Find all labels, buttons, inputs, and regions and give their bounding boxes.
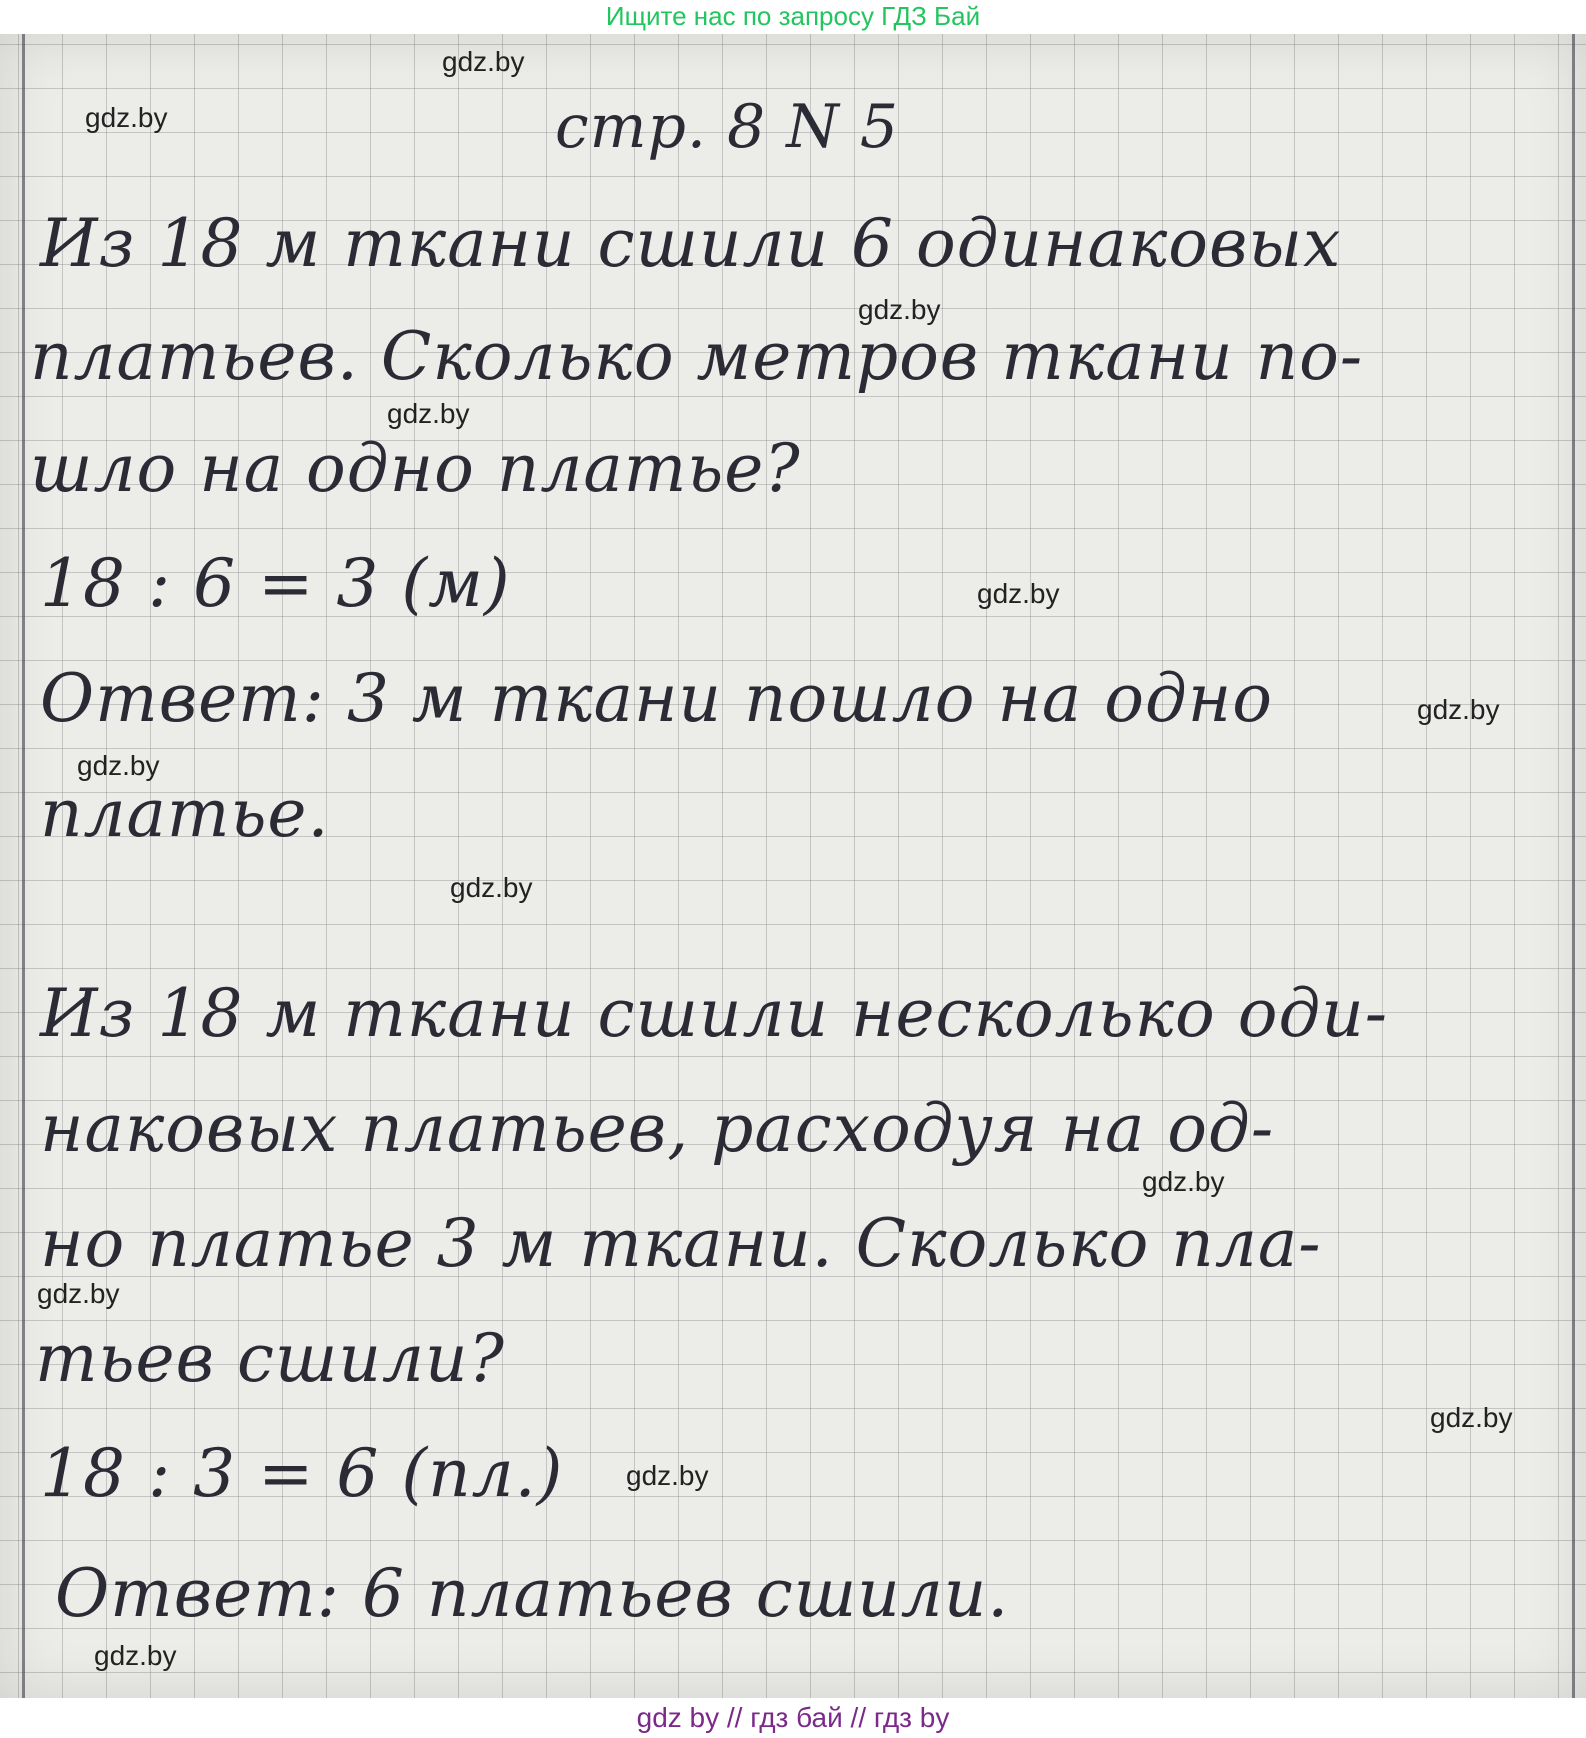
task1-answer-line-2: платье.	[40, 775, 330, 852]
task2-solution: 18 : 3 = 6 (пл.)	[40, 1435, 564, 1512]
page-heading: стр. 8 N 5	[555, 92, 900, 162]
task1-solution: 18 : 6 = 3 (м)	[40, 545, 511, 622]
watermark: gdz.by	[626, 1460, 709, 1491]
task1-line-3: шло на одно платье?	[30, 430, 801, 507]
watermark: gdz.by	[1417, 694, 1500, 725]
bottom-banner-text: gdz by // гдз бай // гдз by	[636, 1702, 950, 1733]
right-margin-line	[1572, 34, 1575, 1698]
task2-answer: Ответ: 6 платьев сшили.	[55, 1555, 1010, 1632]
watermark: gdz.by	[977, 578, 1060, 609]
watermark: gdz.by	[94, 1640, 177, 1671]
top-banner	[0, 0, 1586, 34]
task1-line-1: Из 18 м ткани сшили 6 одинаковых	[40, 205, 1342, 282]
watermark: gdz.by	[442, 46, 525, 77]
watermark: gdz.by	[450, 872, 533, 903]
task1-answer-line-1: Ответ: 3 м ткани пошло на одно	[40, 660, 1274, 737]
task2-line-1: Из 18 м ткани сшили несколько оди-	[40, 975, 1389, 1052]
watermark: gdz.by	[1430, 1402, 1513, 1433]
watermark: gdz.by	[85, 102, 168, 133]
task2-line-2: наковых платьев, расходуя на од-	[40, 1090, 1275, 1167]
task2-line-4: тьев сшили?	[35, 1320, 505, 1397]
watermark: gdz.by	[77, 750, 160, 781]
watermark: gdz.by	[1142, 1166, 1225, 1197]
watermark: gdz.by	[37, 1278, 120, 1309]
top-banner-text: Ищите нас по запросу ГДЗ Бай	[605, 1, 981, 31]
task2-line-3: но платье 3 м ткани. Сколько пла-	[40, 1205, 1322, 1282]
task1-line-2: платьев. Сколько метров ткани по-	[30, 318, 1364, 395]
watermark: gdz.by	[387, 398, 470, 429]
left-margin-line	[22, 34, 25, 1698]
bottom-banner	[0, 1698, 1586, 1738]
watermark: gdz.by	[858, 294, 941, 325]
